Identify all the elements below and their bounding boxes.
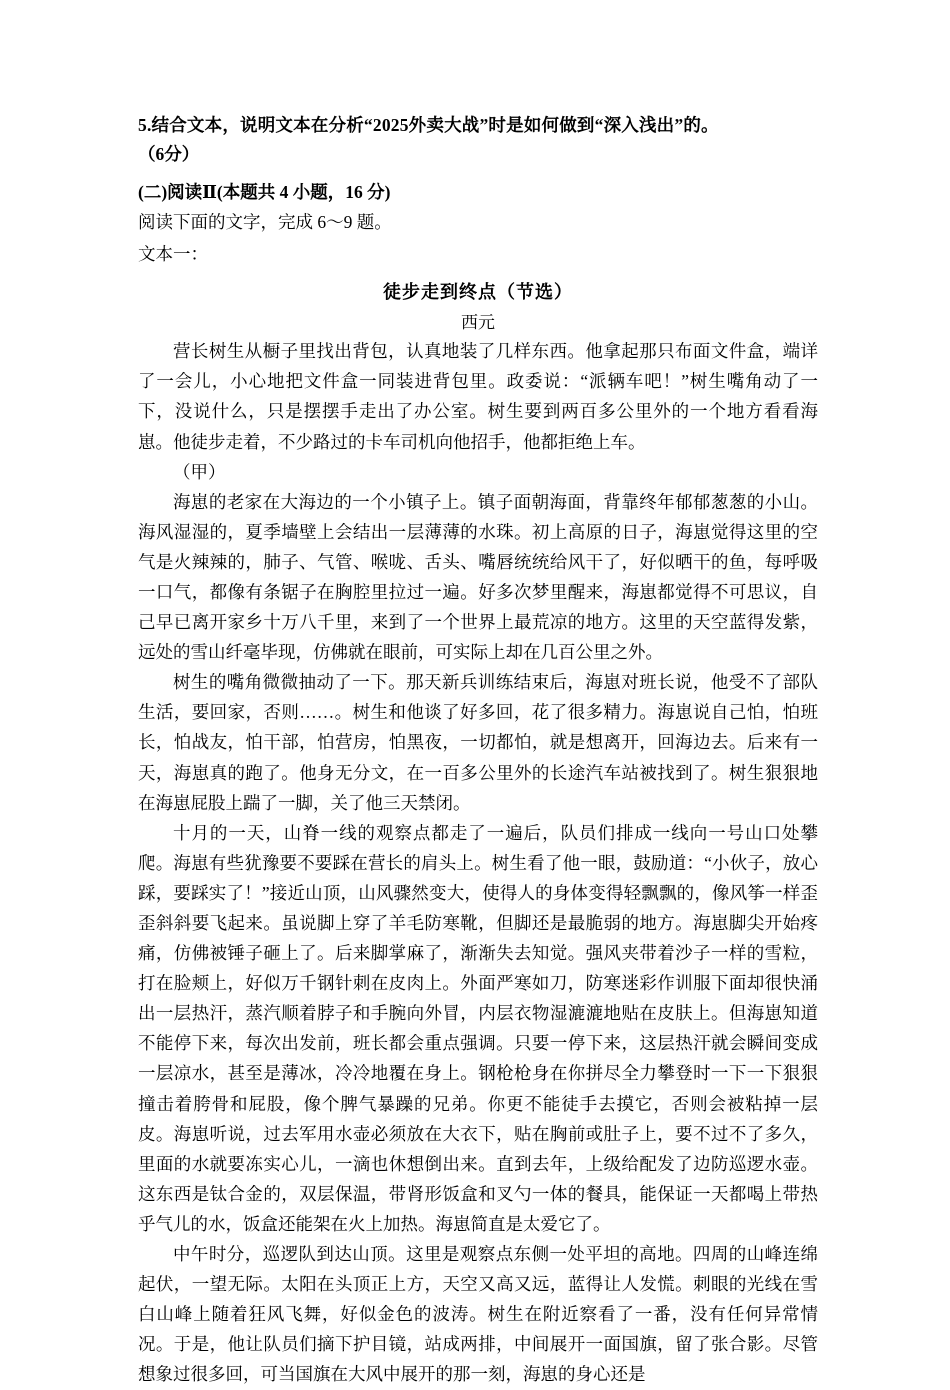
- text-one-label: 文本一：: [138, 244, 208, 265]
- article-title: 徒步走到终点（节选）: [383, 282, 573, 303]
- section-header: (二)阅读Ⅱ(本题共 4 小题，16 分): [138, 182, 391, 203]
- document-content: [138, 112, 818, 1390]
- article-author: 西元: [461, 313, 495, 333]
- question-5-text: 5.结合文本，说明文本在分析“2025外卖大战”时是如何做到“深入浅出”的。: [138, 115, 719, 135]
- paragraph-marker-jia: （甲）: [173, 461, 226, 482]
- paragraph: 营长树生从橱子里找出背包，认真地装了几样东西。他拿起那只布面文件盒，端详了一会儿，小心地把文件盒一同装进背包里。政委说：“派辆车吧！”树生嘴角动了一下，没说什么，只是摆摆手走出了办公室。树生要到两百多公里外的一个地方看看海崽。他徒步走着，不少路过的卡车司机向他招手，他都拒绝上车。: [138, 341, 818, 452]
- paragraph: 树生的嘴角微微抽动了一下。那天新兵训练结束后，海崽对班长说，他受不了部队生活，要回家，否则……。树生和他谈了好多回，花了很多精力。海崽说自己怕，怕班长，怕战友，怕干部，怕营房，怕黑夜，一切都怕，就是想离开，回海边去。后来有一天，海崽真的跑了。他身无分文，在一百多公里外的长途汽车站被找到了。树生狠狠地在海崽屁股上踹了一脚，关了他三天禁闭。: [138, 672, 818, 813]
- paragraph: 十月的一天，山脊一线的观察点都走了一遍后，队员们排成一线向一号山口处攀爬。海崽有些犹豫要不要踩在营长的肩头上。树生看了他一眼，鼓励道：“小伙子，放心踩，要踩实了！”接近山顶，山风骤然变大，使得人的身体变得轻飘飘的，像风筝一样歪歪斜斜要飞起来。虽说脚上穿了羊毛防寒靴，但脚还是最脆弱的地方。海崽脚尖开始疼痛，仿佛被锤子砸上了。后来脚掌麻了，渐渐失去知觉。强风夹带着沙子一样的雪粒，打在脸颊上，好似万千钢针刺在皮肉上。外面严寒如刀，防寒迷彩作训服下面却很快涌出一层热汗，蒸汽顺着脖子和手腕向外冒，内层衣物湿漉漉地贴在皮肤上。但海崽知道不能停下来，每次出发前，班长都会重点强调。只要一停下来，这层热汗就会瞬间变成一层凉水，甚至是薄冰，冷冷地覆在身上。钢枪枪身在你拼尽全力攀登时一下一下狠狠撞击着胯骨和屁股，像个脾气暴躁的兄弟。你更不能徒手去摸它，否则会被粘掉一层皮。海崽听说，过去军用水壶必须放在大衣下，贴在胸前或肚子上，要不过不了多久，里面的水就要冻实心儿，一滴也休想倒出来。直到去年，上级给配发了边防巡逻水壶。这东西是钛合金的，双层保温，带肾形饭盒和叉勺一体的餐具，能保证一天都喝上带热乎气儿的水，饭盒还能架在火上加热。海崽简直是太爱它了。: [138, 822, 818, 1234]
- section-instruction: 阅读下面的文字，完成 6～9 题。: [138, 212, 392, 233]
- question-5-score: （6分）: [138, 144, 200, 165]
- paragraph: 海崽的老家在大海边的一个小镇子上。镇子面朝海面，背靠终年郁郁葱葱的小山。海风湿湿的，夏季墙壁上会结出一层薄薄的水珠。初上高原的日子，海崽觉得这里的空气是火辣辣的，肺子、气管、喉咙、舌头、嘴唇统统给风干了，好似晒干的鱼，每呼吸一口气，都像有条锯子在胸腔里拉过一遍。好多次梦里醒来，海崽都觉得不可思议，自己早已离开家乡十万八千里，来到了一个世界上最荒凉的地方。这里的天空蓝得发紫，远处的雪山纤毫毕现，仿佛就在眼前，可实际上却在几百公里之外。: [138, 491, 818, 663]
- paragraph: 中午时分，巡逻队到达山顶。这里是观察点东侧一处平坦的高地。四周的山峰连绵起伏，一望无际。太阳在头顶正上方，天空又高又远，蓝得让人发慌。刺眼的光线在雪白山峰上随着狂风飞舞，好似金色的波涛。树生在附近察看了一番，没有任何异常情况。于是，他让队员们摘下护目镜，站成两排，中间展开一面国旗，留了张合影。尽管想象过很多回，可当国旗在大风中展开的那一刻，海崽的身心还是: [138, 1244, 818, 1385]
